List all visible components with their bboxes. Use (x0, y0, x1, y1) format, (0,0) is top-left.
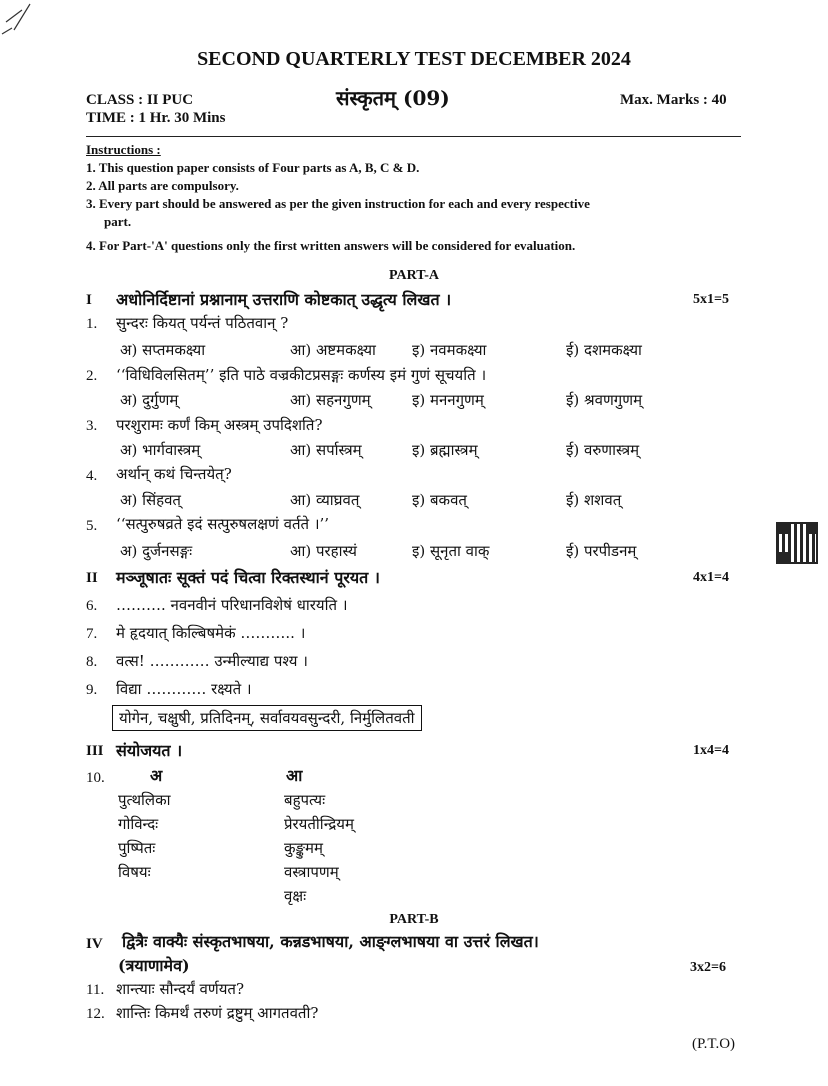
question-text: ‘‘सत्पुरुषव्रते इदं सत्पुरुषलक्षणं वर्तते ।’’ (116, 515, 330, 533)
option: आ) परहास्यं (290, 542, 357, 560)
part-a-heading: PART-A (388, 268, 440, 283)
subject-title: संस्कृतम् (09) (336, 86, 450, 110)
question-text: वत्स! ………… उन्मील्याद्य पश्य । (116, 652, 308, 670)
section-subinstruction: (त्रयाणामेव) (118, 956, 190, 975)
part-b-heading: PART-B (389, 912, 439, 927)
option: ई) परपीडनम् (566, 542, 637, 560)
question-number: 10. (86, 770, 105, 786)
section-marks: 1x4=4 (693, 743, 729, 758)
option: अ) सिंहवत् (120, 491, 181, 509)
match-item-b: वस्त्रापणम् (284, 863, 339, 881)
section-instruction: अधोनिर्दिष्टानां प्रश्नानाम् उत्तराणि कोष्टकात् उद्धृत्य लिखत । (116, 290, 452, 309)
question-text: ………. नवनवीनं परिधानविशेषं धारयति । (116, 596, 348, 614)
header-rule (86, 136, 741, 137)
option: ई) श्रवणगुणम् (566, 391, 643, 409)
question-text: मे हृदयात् किल्बिषमेकं ……….. । (116, 624, 306, 642)
question-number: 12. (86, 1006, 105, 1022)
match-item-a: गोविन्दः (118, 815, 159, 833)
question-number: 1. (86, 316, 98, 332)
qr-code (776, 522, 818, 564)
question-text: सुन्दरः कियत् पर्यन्तं पठितवान् ? (116, 314, 289, 332)
instruction-item: 1. This question paper consists of Four parts as A, B, C & D. (86, 160, 420, 175)
match-item-b: बहुपत्यः (284, 791, 326, 809)
question-text: शान्त्याः सौन्दर्यं वर्णयत? (116, 980, 245, 998)
question-number: 2. (86, 368, 98, 384)
question-text: विद्या ………… रक्ष्यते । (116, 680, 252, 698)
question-text: परशुरामः कर्णं किम् अस्त्रम् उपदिशति? (116, 416, 323, 434)
section-instruction: मञ्जूषातः सूक्तं पदं चित्वा रिक्तस्थानं पूरयत । (116, 568, 380, 587)
column-a-heading: अ (150, 766, 163, 785)
max-marks: Max. Marks : 40 (620, 92, 727, 108)
scan-mark (0, 0, 50, 40)
section-instruction: संयोजयत । (116, 741, 183, 760)
option: इ) ब्रह्मास्त्रम् (412, 441, 478, 459)
question-text: शान्तिः किमर्थं तरुणं द्रष्टुम् आगतवती? (116, 1004, 319, 1022)
question-number: 9. (86, 682, 98, 698)
option: अ) दुर्गुणम् (120, 391, 179, 409)
option: अ) भार्गवास्त्रम् (120, 441, 201, 459)
option: ई) शशवत् (566, 491, 622, 509)
option: ई) दशमकक्ष्या (566, 341, 642, 359)
option: ई) वरुणास्त्रम् (566, 441, 640, 459)
class-label: CLASS : II PUC (86, 92, 194, 108)
instruction-item: part. (104, 214, 132, 229)
option: इ) मननगुणम् (412, 391, 484, 409)
instruction-item: 2. All parts are compulsory. (86, 178, 239, 193)
section-marks: 5x1=5 (693, 292, 729, 307)
match-item-b: प्रेरयतीन्द्रियम् (284, 815, 354, 833)
section-marks: 3x2=6 (690, 960, 726, 975)
option: अ) दुर्जनसङ्गः (120, 542, 193, 560)
option: आ) सहनगुणम् (290, 391, 371, 409)
option: इ) बकवत् (412, 491, 467, 509)
section-roman: IV (86, 936, 103, 952)
section-roman: II (86, 570, 98, 586)
match-item-a: पुष्पितः (118, 839, 156, 857)
question-text: अर्थान् कथं चिन्तयेत्? (116, 465, 232, 483)
question-number: 4. (86, 468, 98, 484)
question-number: 7. (86, 626, 98, 642)
question-number: 3. (86, 418, 98, 434)
match-item-b: कुङ्कुमम् (284, 839, 323, 857)
instruction-item: 4. For Part-'A' questions only the first written answers will be considered for evaluation. (86, 238, 576, 253)
word-box: योगेन, चक्षुषी, प्रतिदिनम्, सर्वावयवसुन्दरी, निर्मुलितवती (112, 705, 422, 731)
instruction-item: 3. Every part should be answered as per the given instruction for each and every respective (86, 196, 590, 211)
match-item-b: वृक्षः (284, 887, 307, 905)
instructions-heading: Instructions : (86, 142, 161, 157)
match-item-a: पुत्थलिका (118, 791, 171, 809)
column-b-heading: आ (286, 766, 303, 785)
question-number: 11. (86, 982, 105, 998)
question-text: ‘‘विधिविलसितम्’’ इति पाठे वज्रकीटप्रसङ्गः कर्णस्य इमं गुणं सूचयति । (116, 366, 487, 384)
question-number: 5. (86, 518, 98, 534)
match-item-a: विषयः (118, 863, 151, 881)
option: अ) सप्तमकक्ष्या (120, 341, 206, 359)
option: आ) व्याघ्रवत् (290, 491, 360, 509)
option: इ) सूनृता वाक् (412, 542, 490, 560)
section-marks: 4x1=4 (693, 570, 729, 585)
time-label: TIME : 1 Hr. 30 Mins (86, 110, 226, 126)
option: आ) अष्टमकक्ष्या (290, 341, 376, 359)
section-roman: III (86, 743, 104, 759)
option: आ) सर्पास्त्रम् (290, 441, 362, 459)
paper-title: SECOND QUARTERLY TEST DECEMBER 2024 (197, 48, 631, 70)
question-number: 6. (86, 598, 98, 614)
section-roman: I (86, 292, 92, 308)
question-number: 8. (86, 654, 98, 670)
option: इ) नवमकक्ष्या (412, 341, 487, 359)
section-instruction: द्वित्रैः वाक्यैः संस्कृतभाषया, कन्नडभाषया, आङ्ग्लभाषया वा उत्तरं लिखत। (122, 932, 539, 951)
page-turn-note: (P.T.O) (692, 1036, 736, 1052)
